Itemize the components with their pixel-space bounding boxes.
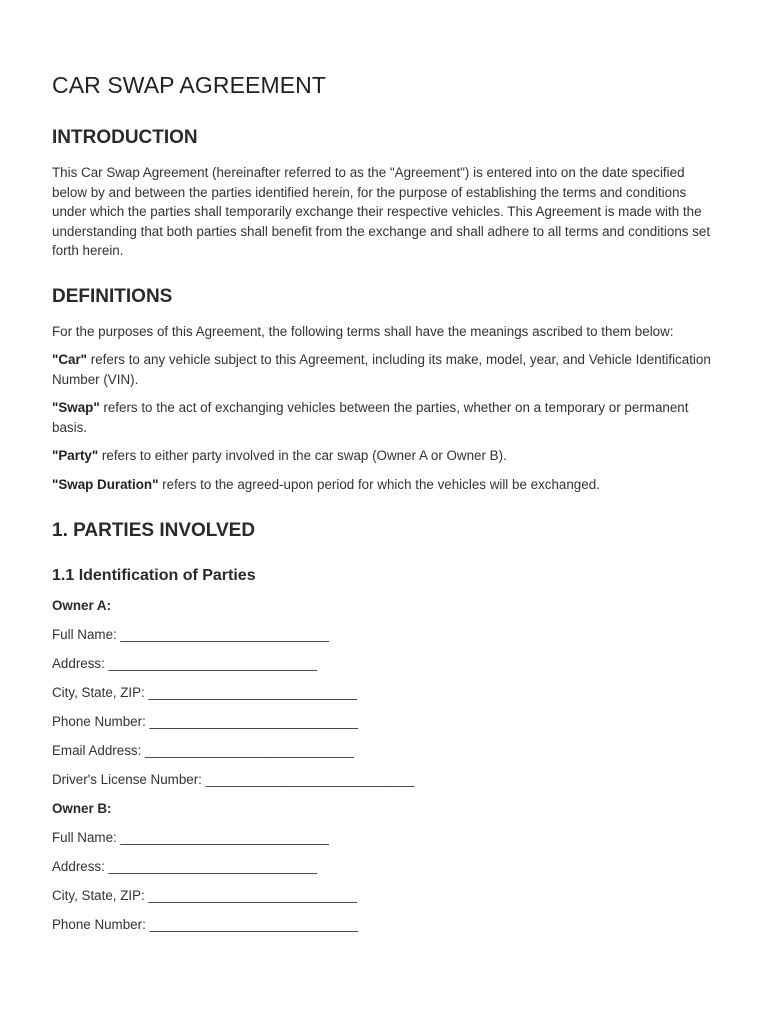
owner-a-license-field: Driver's License Number: ____________________________: [52, 772, 415, 787]
definition-swap-duration: [52, 475, 718, 495]
owner-a-full-name-field: Full Name: ____________________________: [52, 627, 329, 642]
definition-term: "Swap": [52, 400, 100, 415]
definition-text: refers to either party involved in the car swap (Owner A or Owner B).: [98, 448, 507, 463]
owner-a-label: Owner A:: [52, 598, 112, 613]
owner-b-city-state-zip-field: City, State, ZIP: ____________________________: [52, 888, 358, 903]
definition-text: refers to any vehicle subject to this Agreement, including its make, model, year, and Vehicle Identification Number (VIN).: [52, 352, 711, 387]
introduction-text: This Car Swap Agreement (hereinafter referred to as the "Agreement") is entered into on the date specified below by and between the parties identified herein, for the purpose of establishing the terms and conditions under which the parties shall temporarily exchange their respective vehicles. This Agreement is made with the understanding that both parties shall benefit from the exchange and shall adhere to all terms and conditions set forth herein.: [52, 165, 711, 258]
definition-term: "Swap Duration": [52, 476, 159, 492]
definition-swap: [52, 398, 718, 437]
owner-b-full-name-field: Full Name: ____________________________: [52, 830, 329, 845]
definition-term: "Party": [52, 448, 99, 463]
owner-b-phone-field: Phone Number: ____________________________: [52, 917, 359, 932]
document-title: CAR SWAP AGREEMENT: [52, 72, 327, 98]
owner-a-email-field: Email Address: ____________________________: [52, 743, 354, 758]
definitions-heading: DEFINITIONS: [52, 285, 173, 307]
introduction-heading: INTRODUCTION: [52, 127, 198, 148]
definition-text: refers to the act of exchanging vehicles between the parties, whether on a temporary or permanent basis.: [52, 400, 689, 435]
owner-a-phone-field: Phone Number: ____________________________: [52, 714, 359, 729]
definition-car: [52, 350, 718, 389]
section-1-1-heading: 1.1 Identification of Parties: [52, 567, 256, 584]
definition-text: refers to the agreed-upon period for which the vehicles will be exchanged.: [158, 476, 600, 492]
owner-b-address-field: Address: ____________________________: [52, 859, 318, 874]
definition-term: "Car": [52, 352, 88, 367]
definitions-intro: For the purposes of this Agreement, the following terms shall have the meanings ascribed to them below:: [52, 323, 674, 339]
section-1-heading: 1. PARTIES INVOLVED: [52, 520, 256, 541]
definition-party: [52, 446, 718, 466]
owner-a-address-field: Address: ____________________________: [52, 656, 318, 671]
owner-a-city-state-zip-field: City, State, ZIP: ____________________________: [52, 685, 358, 700]
owner-b-label: Owner B:: [52, 801, 112, 816]
